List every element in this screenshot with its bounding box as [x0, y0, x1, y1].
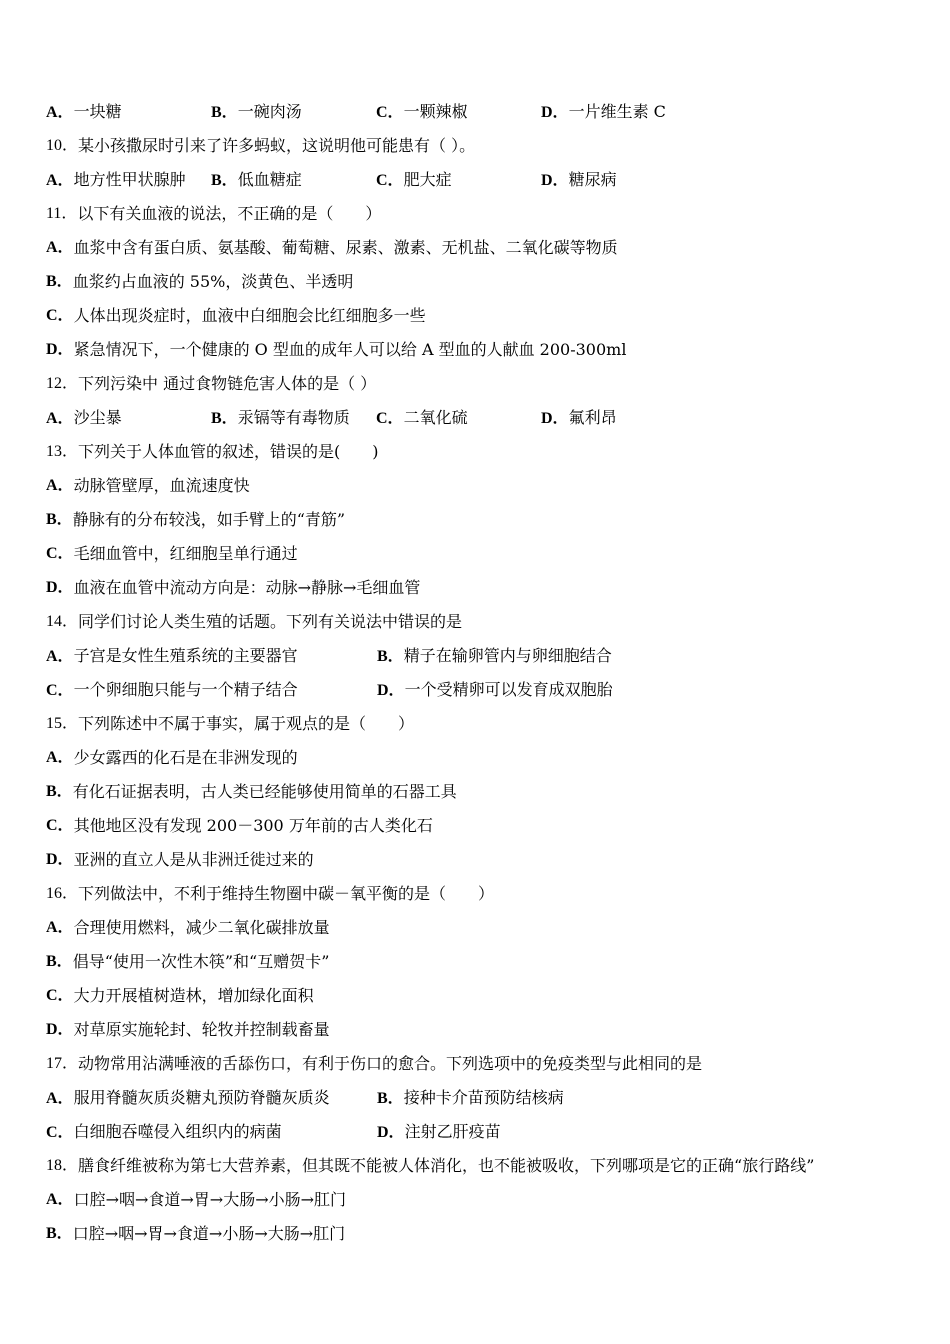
option-d[interactable] — [377, 1119, 501, 1146]
option-d[interactable] — [541, 99, 666, 126]
question-11-stem — [46, 201, 906, 235]
option-text: 一片维生素 C — [568, 102, 666, 121]
option-d[interactable] — [46, 847, 906, 881]
q14-options-row-2 — [46, 677, 906, 711]
option-letter: C． — [376, 104, 404, 121]
option-c[interactable] — [46, 541, 906, 575]
option-letter: A． — [46, 1191, 74, 1208]
option-letter: C． — [46, 307, 74, 324]
question-10-stem — [46, 133, 906, 167]
option-text: 氟利昂 — [568, 408, 617, 427]
question-text: 动物常用沾满唾液的舌舔伤口，有利于伤口的愈合。下列选项中的免疫类型与此相同的是 — [78, 1054, 703, 1073]
question-text: 同学们讨论人类生殖的话题。下列有关说法中错误的是 — [78, 612, 463, 631]
option-text: 对草原实施轮封、轮牧并控制载畜量 — [73, 1020, 330, 1039]
question-number: 15． — [46, 715, 79, 732]
option-c[interactable] — [376, 167, 541, 194]
option-letter: A． — [46, 410, 74, 427]
option-a[interactable] — [46, 405, 211, 432]
option-a[interactable] — [46, 1085, 377, 1112]
option-a[interactable] — [46, 915, 906, 949]
question-15-stem — [46, 711, 906, 745]
option-letter: C． — [46, 817, 74, 834]
question-text: 以下有关血液的说法，不正确的是（ ） — [77, 204, 382, 223]
option-text: 子宫是女性生殖系统的主要器官 — [73, 646, 298, 665]
option-text: 口腔→咽→胃→食道→小肠→大肠→肛门 — [72, 1224, 346, 1243]
option-b[interactable] — [46, 269, 906, 303]
option-c[interactable] — [46, 303, 906, 337]
option-text: 静脉有的分布较浅，如手臂上的“青筋” — [72, 510, 346, 529]
option-text: 动脉管壁厚，血流速度快 — [73, 476, 250, 495]
exam-page — [46, 99, 906, 1255]
q10-options-row — [46, 167, 906, 201]
option-letter: D． — [541, 410, 569, 427]
option-letter: A． — [46, 239, 74, 256]
option-letter: C． — [46, 1124, 74, 1141]
q9-options-row — [46, 99, 906, 133]
option-letter: B． — [211, 410, 238, 427]
question-number: 17． — [46, 1055, 79, 1072]
option-text: 一碗肉汤 — [237, 102, 302, 121]
q17-options-row-1 — [46, 1085, 906, 1119]
option-text: 一块糖 — [73, 102, 122, 121]
option-d[interactable] — [46, 337, 906, 371]
option-c[interactable] — [46, 677, 377, 704]
option-letter: A． — [46, 749, 74, 766]
option-c[interactable] — [46, 813, 906, 847]
question-number: 10． — [46, 137, 79, 154]
question-12-stem — [46, 371, 906, 405]
option-c[interactable] — [46, 983, 906, 1017]
option-b[interactable] — [211, 99, 376, 126]
option-c[interactable] — [376, 405, 541, 432]
option-text: 血浆中含有蛋白质、氨基酸、葡萄糖、尿素、激素、无机盐、二氧化碳等物质 — [73, 238, 618, 257]
option-letter: C． — [46, 682, 74, 699]
option-a[interactable] — [46, 745, 906, 779]
option-text: 肥大症 — [403, 170, 452, 189]
option-letter: B． — [46, 1225, 73, 1242]
option-text: 合理使用燃料，减少二氧化碳排放量 — [73, 918, 330, 937]
option-letter: B． — [377, 1090, 404, 1107]
question-number: 16． — [46, 885, 79, 902]
option-text: 倡导“使用一次性木筷”和“互赠贺卡” — [72, 952, 330, 971]
option-a[interactable] — [46, 99, 211, 126]
question-text: 膳食纤维被称为第七大营养素，但其既不能被人体消化，也不能被吸收，下列哪项是它的正确“旅行路线” — [78, 1156, 815, 1175]
option-text: 糖尿病 — [568, 170, 617, 189]
option-text: 一个受精卵可以发育成双胞胎 — [404, 680, 613, 699]
question-number: 13． — [46, 443, 79, 460]
option-b[interactable] — [46, 1221, 906, 1255]
option-letter: C． — [376, 172, 404, 189]
option-text: 亚洲的直立人是从非洲迁徙过来的 — [73, 850, 314, 869]
option-text: 一个卵细胞只能与一个精子结合 — [73, 680, 298, 699]
option-b[interactable] — [211, 405, 376, 432]
option-a[interactable] — [46, 167, 211, 194]
option-letter: B． — [46, 953, 73, 970]
option-text: 汞镉等有毒物质 — [237, 408, 350, 427]
option-text: 服用脊髓灰质炎糖丸预防脊髓灰质炎 — [73, 1088, 330, 1107]
question-16-stem — [46, 881, 906, 915]
option-d[interactable] — [377, 677, 613, 704]
option-letter: B． — [211, 104, 238, 121]
option-letter: B． — [46, 783, 73, 800]
option-text: 少女露西的化石是在非洲发现的 — [73, 748, 298, 767]
q14-options-row-1 — [46, 643, 906, 677]
option-b[interactable] — [46, 507, 906, 541]
option-d[interactable] — [46, 1017, 906, 1051]
option-d[interactable] — [541, 167, 617, 194]
option-a[interactable] — [46, 643, 377, 670]
question-number: 12． — [46, 375, 79, 392]
option-a[interactable] — [46, 235, 906, 269]
option-letter: B． — [46, 511, 73, 528]
question-text: 下列做法中，不利于维持生物圈中碳－氧平衡的是（ ） — [78, 884, 495, 903]
option-text: 其他地区没有发现 200－300 万年前的古人类化石 — [73, 816, 433, 835]
option-c[interactable] — [376, 99, 541, 126]
q12-options-row — [46, 405, 906, 439]
option-d[interactable] — [46, 575, 906, 609]
option-b[interactable] — [46, 949, 906, 983]
question-number: 18． — [46, 1157, 79, 1174]
option-a[interactable] — [46, 1187, 906, 1221]
option-text: 低血糖症 — [237, 170, 302, 189]
option-text: 接种卡介苗预防结核病 — [403, 1088, 564, 1107]
question-text: 某小孩撒尿时引来了许多蚂蚁，这说明他可能患有（ ）。 — [78, 136, 476, 155]
option-letter: D． — [46, 579, 74, 596]
option-letter: D． — [377, 1124, 405, 1141]
option-text: 人体出现炎症时，血液中白细胞会比红细胞多一些 — [73, 306, 426, 325]
option-text: 白细胞吞噬侵入组织内的病菌 — [73, 1122, 282, 1141]
option-letter: D． — [46, 851, 74, 868]
question-text: 下列污染中 通过食物链危害人体的是（ ） — [78, 374, 377, 393]
option-letter: D． — [46, 341, 74, 358]
question-text: 下列关于人体血管的叙述，错误的是( ) — [78, 442, 379, 461]
option-d[interactable] — [541, 405, 617, 432]
option-letter: A． — [46, 104, 74, 121]
option-letter: A． — [46, 172, 74, 189]
option-text: 二氧化硫 — [403, 408, 468, 427]
option-letter: D． — [541, 172, 569, 189]
option-letter: C． — [46, 545, 74, 562]
option-letter: B． — [377, 648, 404, 665]
option-text: 精子在输卵管内与卵细胞结合 — [403, 646, 612, 665]
question-14-stem — [46, 609, 906, 643]
option-letter: A． — [46, 477, 74, 494]
option-letter: B． — [211, 172, 238, 189]
option-a[interactable] — [46, 473, 906, 507]
option-text: 血浆约占血液的 55%，淡黄色、半透明 — [72, 272, 354, 291]
option-text: 沙尘暴 — [73, 408, 122, 427]
option-letter: C． — [46, 987, 74, 1004]
question-13-stem — [46, 439, 906, 473]
question-17-stem — [46, 1051, 906, 1085]
option-letter: A． — [46, 919, 74, 936]
question-text: 下列陈述中不属于事实，属于观点的是（ ） — [78, 714, 415, 733]
option-text: 注射乙肝疫苗 — [404, 1122, 501, 1141]
option-letter: D． — [377, 682, 405, 699]
option-b[interactable] — [377, 1085, 564, 1112]
option-b[interactable] — [377, 643, 612, 670]
q17-options-row-2 — [46, 1119, 906, 1153]
option-letter: A． — [46, 648, 74, 665]
option-text: 紧急情况下，一个健康的 O 型血的成年人可以给 A 型血的人献血 200-300ml — [73, 340, 627, 359]
question-number: 11． — [46, 205, 78, 222]
option-text: 一颗辣椒 — [403, 102, 468, 121]
option-letter: D． — [46, 1021, 74, 1038]
question-18-stem — [46, 1153, 906, 1187]
option-text: 血液在血管中流动方向是：动脉→静脉→毛细血管 — [73, 578, 421, 597]
option-letter: B． — [46, 273, 73, 290]
option-letter: D． — [541, 104, 569, 121]
option-text: 口腔→咽→食道→胃→大肠→小肠→肛门 — [73, 1190, 347, 1209]
option-c[interactable] — [46, 1119, 377, 1146]
option-letter: A． — [46, 1090, 74, 1107]
option-text: 有化石证据表明，古人类已经能够使用简单的石器工具 — [72, 782, 457, 801]
option-text: 毛细血管中，红细胞呈单行通过 — [73, 544, 298, 563]
option-text: 地方性甲状腺肿 — [73, 170, 186, 189]
option-b[interactable] — [46, 779, 906, 813]
option-text: 大力开展植树造林，增加绿化面积 — [73, 986, 314, 1005]
question-number: 14． — [46, 613, 79, 630]
option-letter: C． — [376, 410, 404, 427]
option-b[interactable] — [211, 167, 376, 194]
